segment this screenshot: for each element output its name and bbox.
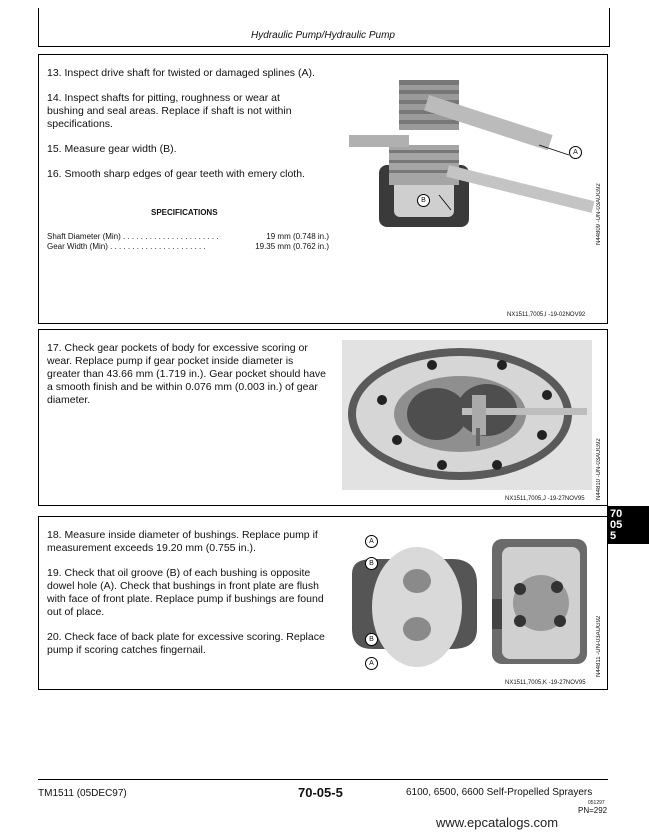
figure-id: N44810 -UN-03AUG92 bbox=[596, 438, 602, 500]
panel-bushings bbox=[38, 516, 608, 690]
callout-a: A bbox=[569, 146, 582, 159]
panel-shaft-inspection bbox=[38, 54, 608, 324]
figure-id: N44809 -UN-03AUG92 bbox=[596, 183, 602, 245]
step-13: 13. Inspect drive shaft for twisted or damaged splines (A). bbox=[47, 67, 315, 79]
callout-a-top: A bbox=[365, 535, 378, 548]
callout-b: B bbox=[417, 194, 430, 207]
spec-label: Gear Width (Min) . . . . . . . . . . . . . . . . . . . . . . bbox=[47, 242, 206, 251]
step-17: 17. Check gear pockets of body for excessive scoring or wear. Replace pump if gear pocket inside diameter is greater than 43.66 mm (1.719 in.). Gear pocket should have a smooth finish and be within 0.076 mm (0.003 in.) of gear diameter. bbox=[47, 342, 326, 406]
callout-b-bottom: B bbox=[365, 633, 378, 646]
callout-b-top: B bbox=[365, 557, 378, 570]
step-18: 18. Measure inside diameter of bushings. Replace pump if measurement exceeds 19.20 mm (0.755 in.). bbox=[47, 529, 318, 554]
tab-line-1: 70 bbox=[610, 508, 623, 520]
header-frame bbox=[38, 8, 610, 47]
figure-id: N44811 -UN-03AUG92 bbox=[596, 615, 602, 677]
step-20: 20. Check face of back plate for excessive scoring. Replace pump if scoring catches fingernail. bbox=[47, 631, 325, 656]
step-16: 16. Smooth sharp edges of gear teeth with emery cloth. bbox=[47, 168, 305, 180]
manual-id: TM1511 (05DEC97) bbox=[38, 788, 127, 799]
spec-row-shaft-diameter bbox=[47, 232, 329, 241]
spec-label: Shaft Diameter (Min) . . . . . . . . . . . . . . . . . . . . . . bbox=[47, 232, 219, 241]
shaft-gear-photo bbox=[339, 65, 599, 235]
date-code: 051297 bbox=[588, 800, 605, 806]
reference-code: NX1511,7005,I -19-02NOV92 bbox=[507, 312, 586, 318]
step-15: 15. Measure gear width (B). bbox=[47, 143, 177, 155]
step-14: 14. Inspect shafts for pitting, roughness or wear at bushing and seal areas. Replace if shaft is not within specifications. bbox=[47, 92, 292, 130]
spec-value: 19 mm (0.748 in.) bbox=[266, 232, 329, 241]
panel2-text bbox=[47, 342, 329, 419]
tab-line-2: 05 bbox=[610, 519, 623, 531]
panel1-text bbox=[47, 67, 319, 193]
page-header-title: Hydraulic Pump/Hydraulic Pump bbox=[251, 30, 395, 41]
spec-title: SPECIFICATIONS bbox=[151, 208, 218, 217]
footer-rule bbox=[38, 779, 608, 780]
pn-number: PN=292 bbox=[578, 806, 608, 815]
callout-a-bottom: A bbox=[365, 657, 378, 670]
spec-row-gear-width bbox=[47, 242, 329, 251]
tab-line-3: 5 bbox=[610, 530, 617, 542]
reference-code: NX1511,7005,K -19-27NOV95 bbox=[505, 680, 586, 686]
watermark-link[interactable]: www.epcatalogs.com bbox=[436, 815, 559, 830]
panel3-text bbox=[47, 529, 329, 669]
reference-code: NX1511,7005,J -19-27NOV95 bbox=[505, 496, 585, 502]
page-number: 70-05-5 bbox=[298, 785, 343, 800]
spec-value: 19.35 mm (0.762 in.) bbox=[255, 242, 329, 251]
pump-body-photo bbox=[342, 340, 592, 490]
step-19: 19. Check that oil groove (B) of each bushing is opposite dowel hole (A). Check that bushings in front plate are flush with face of front plate. Replace pump if bushings are found out of place. bbox=[47, 567, 324, 618]
section-tab bbox=[607, 506, 649, 544]
bushing-plates-photo bbox=[342, 529, 592, 679]
panel-gear-pockets bbox=[38, 329, 608, 506]
product-line: 6100, 6500, 6600 Self-Propelled Sprayers bbox=[406, 787, 593, 798]
